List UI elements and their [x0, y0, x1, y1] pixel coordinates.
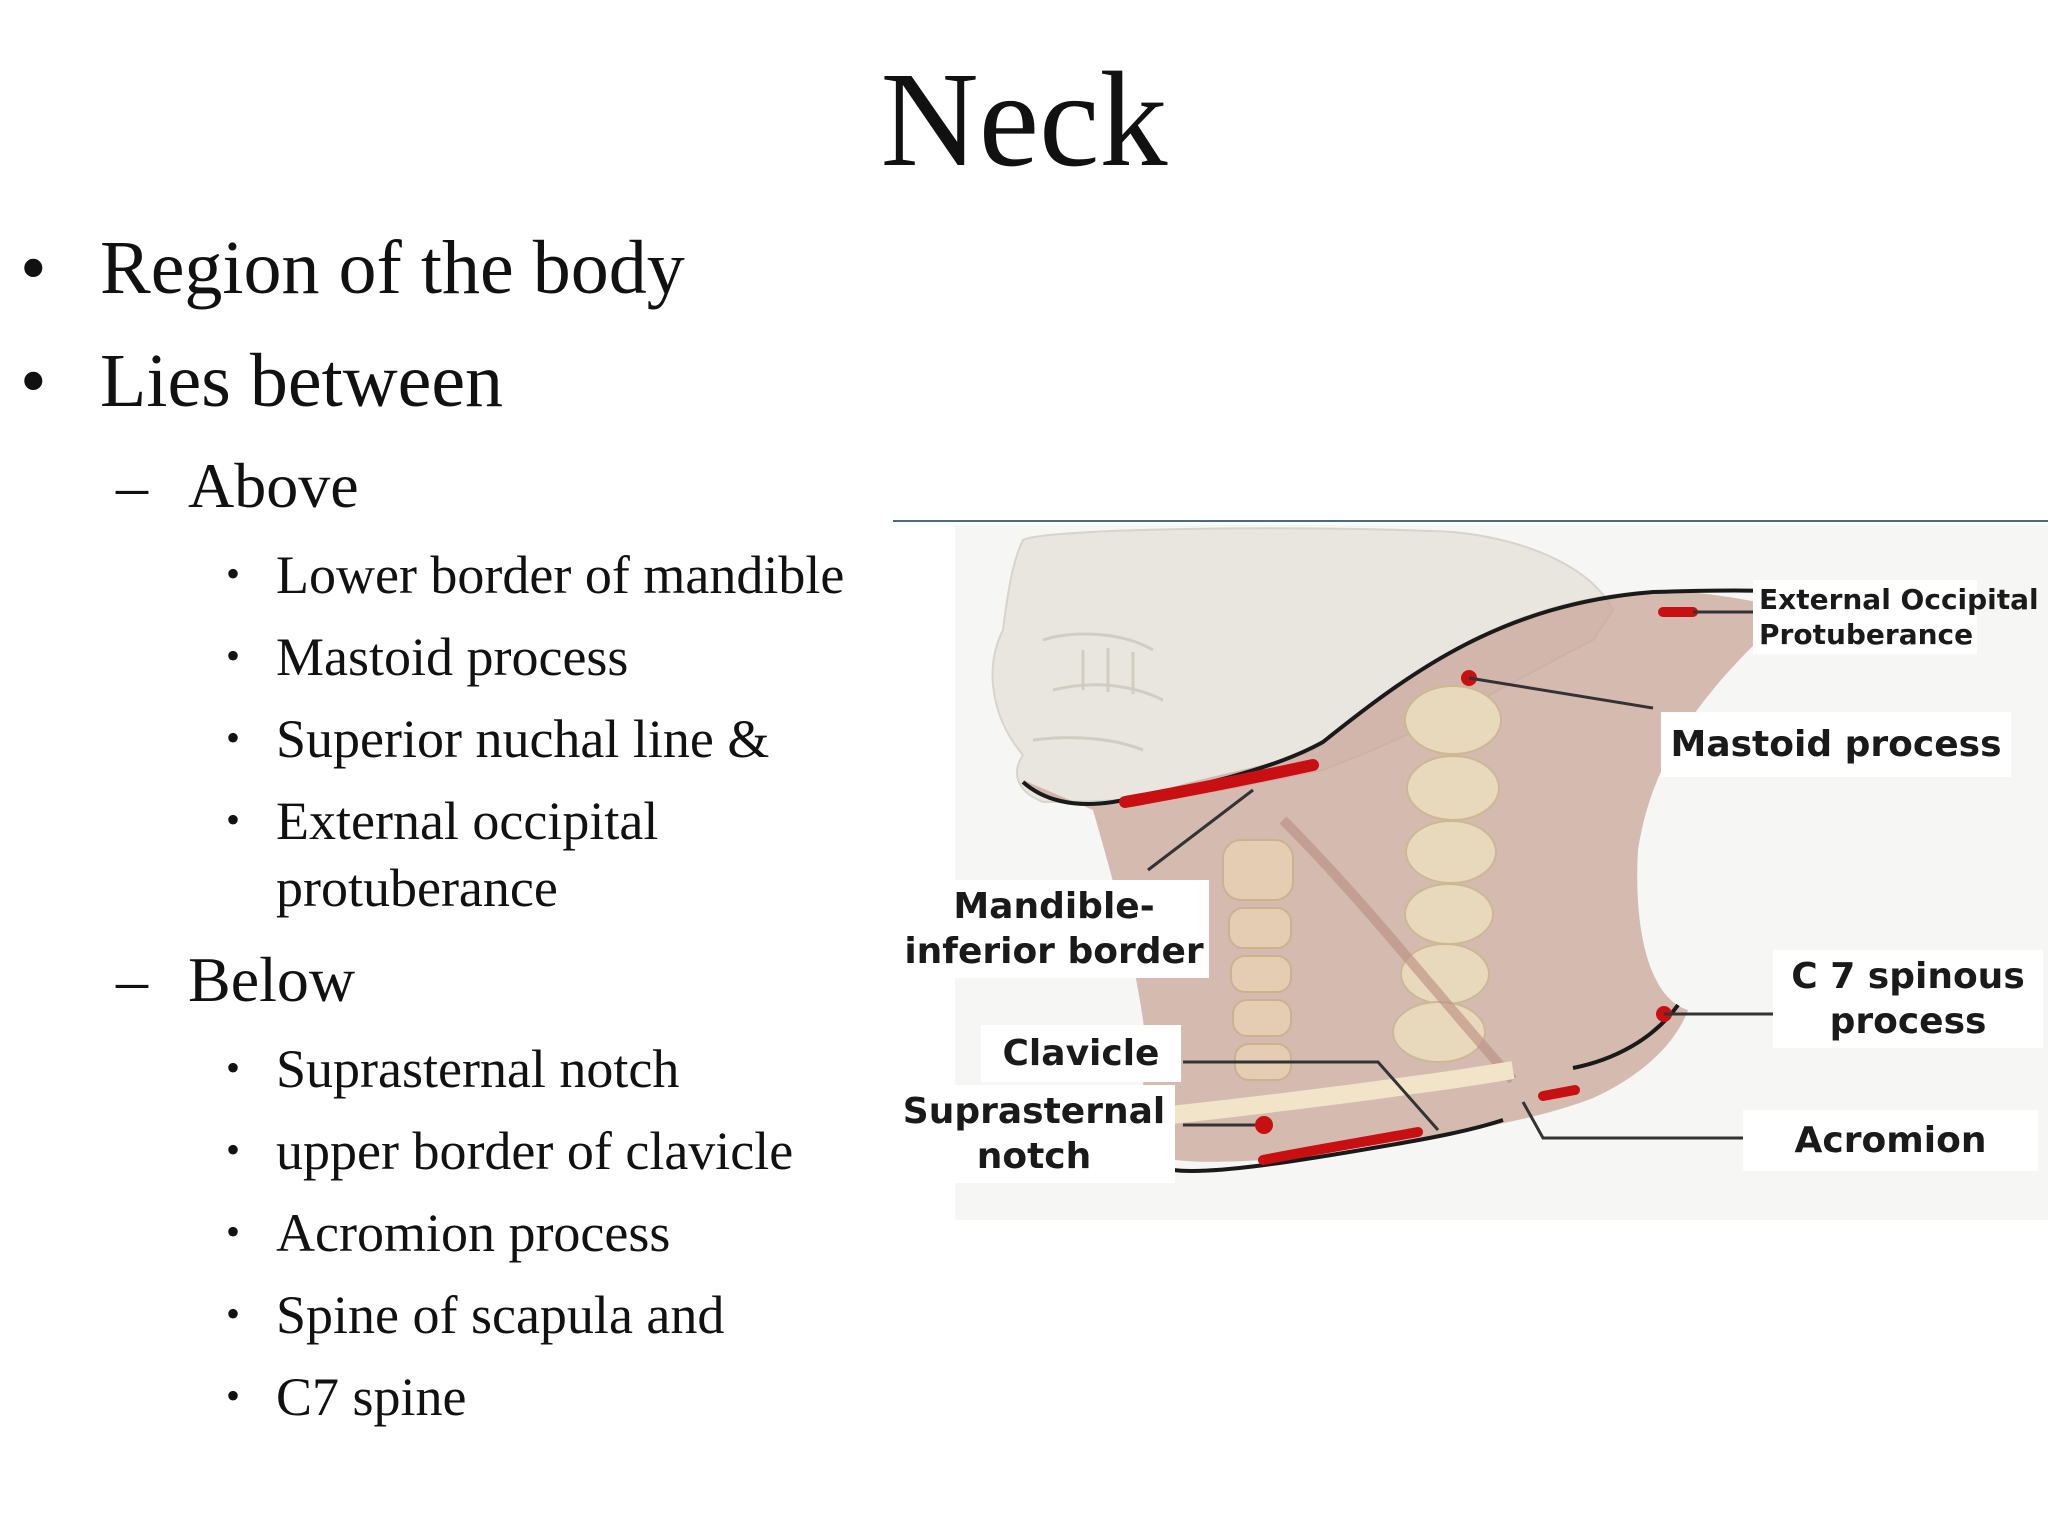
slide-title: Neck: [880, 45, 1168, 195]
list-item: [226, 704, 769, 773]
label-clavicle: Clavicle: [981, 1025, 1181, 1082]
list-item-text: Acromion process: [276, 1203, 671, 1263]
list-item-text: Superior nuchal line &: [276, 709, 770, 769]
label-line: C 7 spinous: [1791, 956, 2025, 997]
label-line: notch: [976, 1136, 1092, 1177]
list-item-text: protuberance: [276, 858, 558, 918]
bullet-dot: •: [226, 1127, 241, 1172]
sub-bullet-above: [116, 446, 359, 526]
bullet-dot: •: [20, 226, 47, 310]
neck-anatomy-figure: [893, 520, 2048, 1225]
acromion-landmark: [1543, 1090, 1575, 1096]
list-item: [226, 1034, 679, 1103]
list-item-text: upper border of clavicle: [276, 1121, 794, 1181]
list-item-text: External occipital: [276, 791, 659, 851]
list-item: [226, 1198, 670, 1267]
list-item: [226, 622, 628, 691]
label-suprasternal-notch: [893, 1085, 1175, 1183]
label-line: Mandible-: [953, 886, 1155, 927]
sub-bullet-text: Above: [188, 450, 359, 521]
list-item: [226, 1362, 467, 1431]
label-mandible-inferior-border: [899, 880, 1209, 978]
bullet-dot: •: [226, 551, 241, 596]
label-line: process: [1829, 1001, 1987, 1042]
list-item: [226, 1116, 793, 1185]
label-external-occipital-protuberance: [1753, 580, 2039, 654]
bullet-dot: •: [226, 797, 241, 842]
bullet-dot: •: [226, 1045, 241, 1090]
list-item-text: Suprasternal notch: [276, 1039, 680, 1099]
list-item: [226, 540, 844, 609]
label-line: Suprasternal: [902, 1091, 1166, 1132]
sub-bullet-text: Below: [188, 944, 356, 1015]
list-item-text: Mastoid process: [276, 627, 629, 687]
label-line: External Occipital: [1759, 583, 2039, 616]
bullet-dot: •: [226, 1291, 241, 1336]
suprasternal-landmark: [1255, 1116, 1273, 1134]
label-line: Protuberance: [1759, 618, 1974, 651]
list-item-text: Spine of scapula and: [276, 1285, 725, 1345]
label-c7-spinous-process: [1773, 950, 2043, 1048]
list-item: [226, 1280, 724, 1349]
bullet-text: Lies between: [100, 339, 504, 423]
list-item-text: Lower border of mandible: [276, 545, 845, 605]
bullet-lies-between: [20, 336, 503, 426]
dash-marker: –: [116, 944, 148, 1015]
label-acromion: Acromion: [1743, 1110, 2038, 1171]
bullet-region: [20, 223, 685, 313]
list-item: [226, 786, 658, 855]
bullet-text: Region of the body: [100, 226, 685, 310]
sub-bullet-below: [116, 940, 355, 1020]
bullet-dot: •: [226, 715, 241, 760]
dash-marker: –: [116, 450, 148, 521]
label-line: inferior border: [904, 931, 1204, 972]
label-mastoid-process: Mastoid process: [1661, 712, 2011, 777]
list-item-continuation: [276, 854, 558, 922]
bullet-dot: •: [226, 1373, 241, 1418]
bullet-dot: •: [226, 633, 241, 678]
bullet-dot: •: [226, 1209, 241, 1254]
bullet-dot: •: [20, 339, 47, 423]
list-item-text: C7 spine: [276, 1367, 467, 1427]
